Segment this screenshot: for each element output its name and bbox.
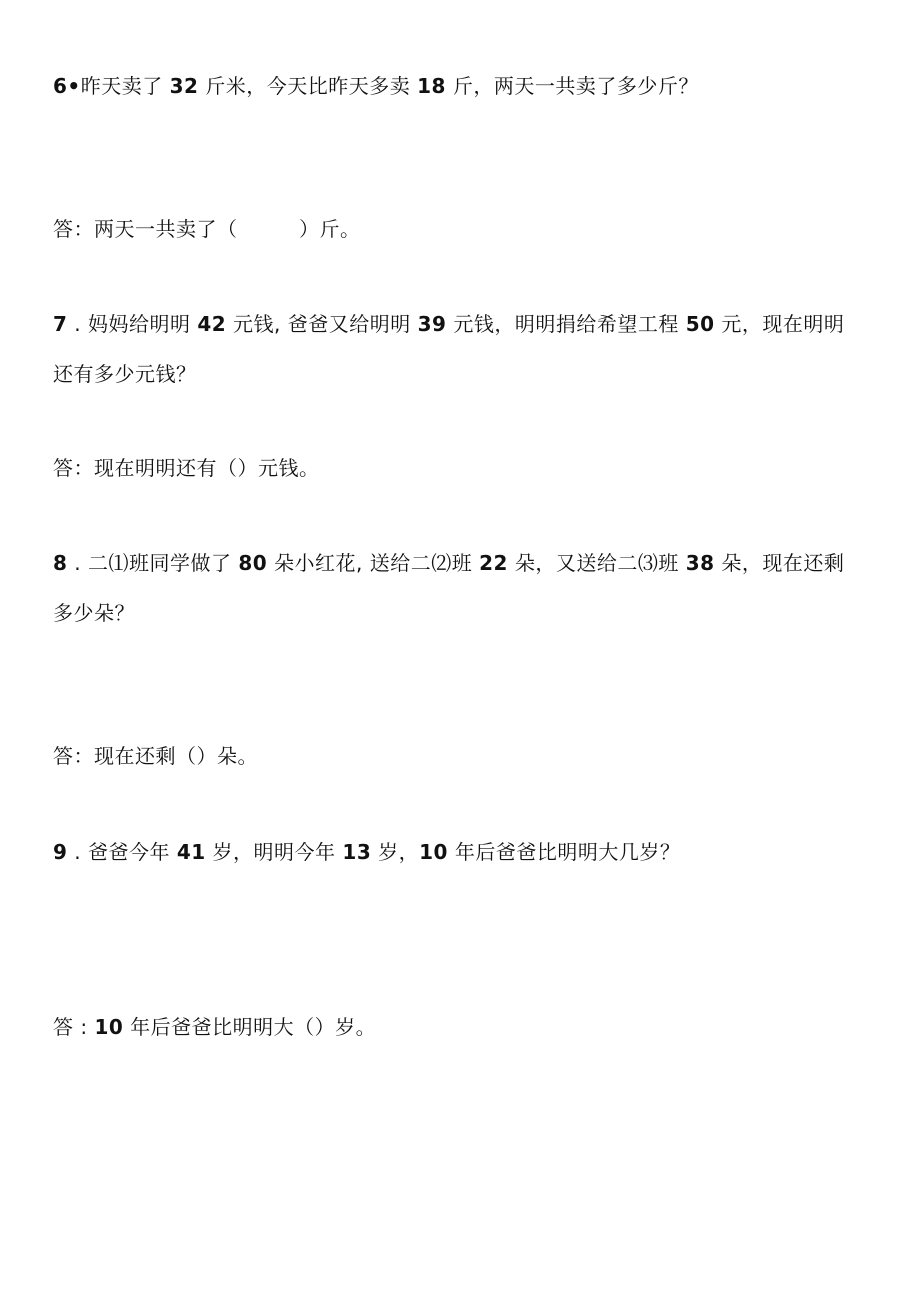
question-number: 8 xyxy=(53,551,68,575)
answer-6: 答：两天一共卖了（ ）斤。 xyxy=(53,217,361,241)
question-9: 9 . 爸爸今年 41 岁，明明今年 13 岁，10 年后爸爸比明明大几岁？ xyxy=(53,840,681,864)
question-number: 6 xyxy=(53,74,68,98)
question-8-line-2: 多少朵？ xyxy=(53,601,135,625)
question-number: 9 xyxy=(53,840,68,864)
answer-9: 答 : 10 年后爸爸比明明大（）岁。 xyxy=(53,1015,377,1039)
question-6: 6•昨天卖了 32 斤米，今天比昨天多卖 18 斤，两天一共卖了多少斤？ xyxy=(53,74,699,98)
bullet: • xyxy=(67,74,81,98)
question-7: 7 . 妈妈给明明 42 元钱, 爸爸又给明明 39 元钱，明明捐给希望工程 50 元，现在明明 xyxy=(53,312,845,336)
question-8: 8 . 二⑴班同学做了 80 朵小红花, 送给二⑵班 22 朵，又送给二⑶班 38 朵，现在还剩 xyxy=(53,551,845,575)
answer-8: 答：现在还剩（）朵。 xyxy=(53,744,258,768)
question-number: 7 xyxy=(53,312,68,336)
answer-7: 答：现在明明还有（）元钱。 xyxy=(53,456,320,480)
question-7-line-2: 还有多少元钱？ xyxy=(53,362,197,386)
